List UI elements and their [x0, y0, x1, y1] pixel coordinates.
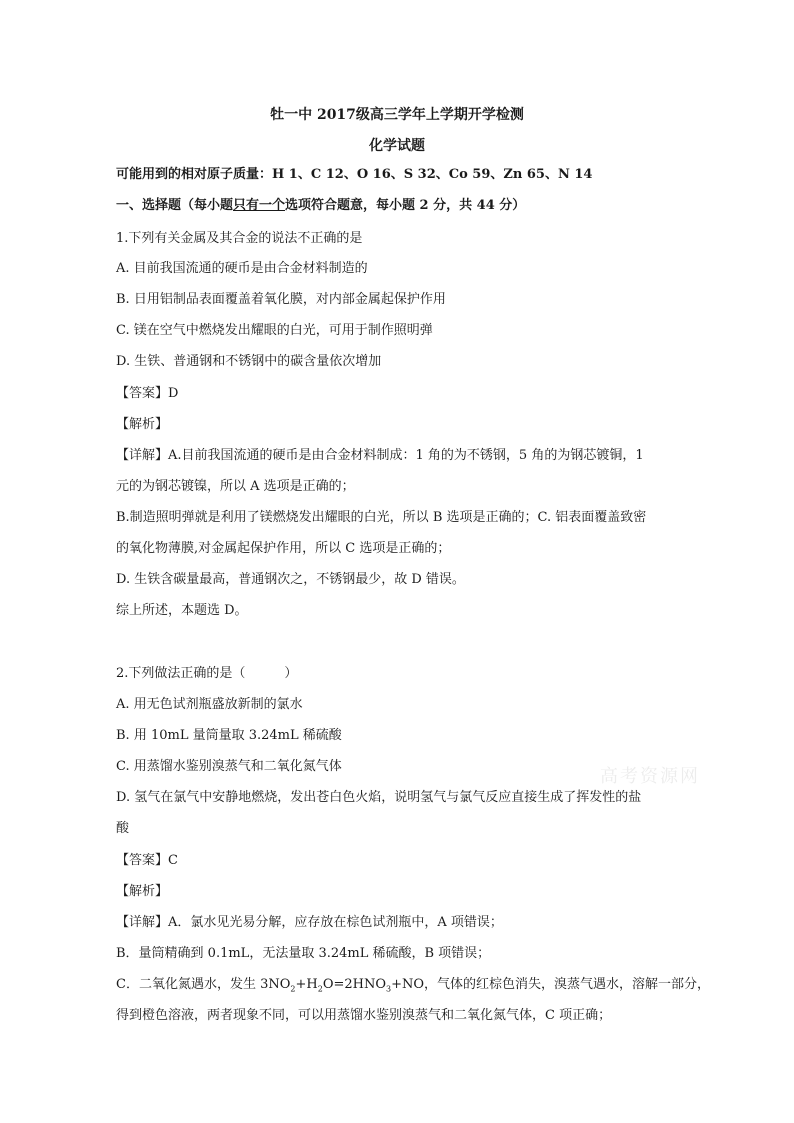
subscript: 2 [317, 984, 323, 994]
q1-stem: 1.下列有关金属及其合金的说法不正确的是 [116, 231, 363, 246]
q1-detail-line: 综上所述，本题选 D。 [116, 603, 248, 618]
q2-detail-c [116, 976, 711, 994]
exam-subject: 化学试题 [369, 138, 425, 154]
section-title [116, 197, 686, 215]
q2-detail-d: 得到橙色溶液，两者现象不同，可以用蒸馏水鉴别溴蒸气和二氧化氮气体，C 项正确； [116, 1008, 612, 1023]
q2-analysis-label: 【解析】 [116, 884, 169, 899]
q2-detail-c-part: C．二氧化氮遇水，发生 3NO [116, 977, 291, 992]
q2-option-a: A. 用无色试剂瓶盛放新制的氯水 [116, 697, 303, 712]
section-title-part-a: 一、选择题（每小题 [116, 198, 234, 213]
q1-option-b: B. 日用铝制品表面覆盖着氧化膜，对内部金属起保护作用 [116, 292, 446, 307]
q2-option-d: D. 氢气在氯气中安静地燃烧，发出苍白色火焰，说明氢气与氯气反应直接生成了挥发性的盐 [116, 790, 642, 805]
q1-detail-line: 元的为钢芯镀镍，所以 A 选项是正确的； [116, 479, 355, 494]
exam-title: 牡一中 2017级高三学年上学期开学检测 [270, 107, 524, 123]
q2-detail-c-part: +H [295, 977, 318, 992]
q1-option-d: D. 生铁、普通钢和不锈钢中的碳含量依次增加 [116, 354, 382, 369]
q1-detail-line: B.制造照明弹就是利用了镁燃烧发出耀眼的白光，所以 B 选项是正确的；C. 铝表面覆盖致密 [116, 510, 647, 525]
section-title-underlined: 只有一个 [233, 198, 286, 213]
q2-option-d-cont: 酸 [116, 821, 130, 836]
q2-detail-c-part: +NO，气体的红棕色消失，溴蒸气遇水，溶解一部分， [391, 977, 711, 992]
q2-detail-c-part: O=2HNO [322, 977, 387, 992]
q2-detail-a: 【详解】A．氯水见光易分解，应存放在棕色试剂瓶中，A 项错误； [116, 915, 503, 930]
q1-analysis-label: 【解析】 [116, 417, 169, 432]
q1-option-c: C. 镁在空气中燃烧发出耀眼的白光，可用于制作照明弹 [116, 323, 433, 338]
q1-detail-line: D. 生铁含碳量最高，普通钢次之，不锈钢最少，故 D 错误。 [116, 572, 465, 587]
q2-stem: 2.下列做法正确的是（ ） [116, 666, 298, 681]
q2-detail-b: B．量筒精确到 0.1mL，无法量取 3.24mL 稀硫酸，B 项错误； [116, 946, 491, 961]
q2-option-c: C. 用蒸馏水鉴别溴蒸气和二氧化氮气体 [116, 759, 342, 774]
q2-answer: 【答案】C [116, 853, 178, 868]
subscript: 2 [290, 984, 296, 994]
q1-detail-line: 【详解】A.目前我国流通的硬币是由合金材料制成：1 角的为不锈钢，5 角的为钢芯镀铜，1 [116, 448, 644, 463]
q2-option-b: B. 用 10mL 量筒量取 3.24mL 稀硫酸 [116, 728, 342, 743]
section-title-part-b: 选项符合题意，每小题 2 分，共 44 分） [285, 198, 526, 213]
q1-option-a: A. 目前我国流通的硬币是由合金材料制造的 [116, 261, 368, 276]
q1-detail-line: 的氧化物薄膜,对金属起保护作用，所以 C 选项是正确的； [116, 541, 451, 556]
subscript: 3 [386, 984, 392, 994]
watermark: 高考资源网 [600, 766, 700, 787]
atomic-masses: 可能用到的相对原子质量：H 1、C 12、O 16、S 32、Co 59、Zn 65、N 14 [116, 167, 593, 182]
q1-answer: 【答案】D [116, 386, 179, 401]
